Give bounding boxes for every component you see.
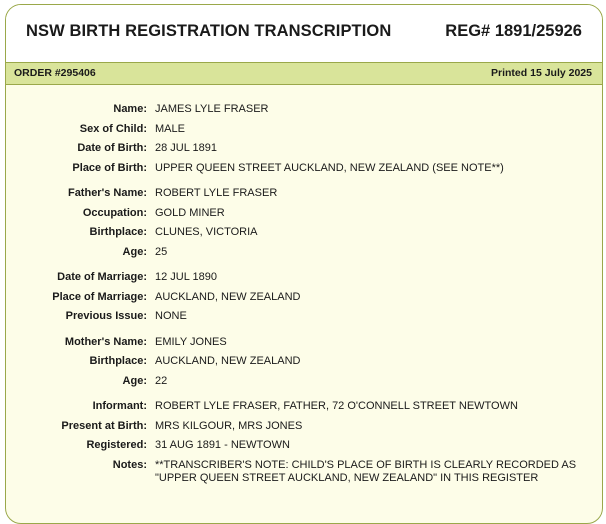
field-row-father-name (6, 187, 602, 207)
field-value: ROBERT LYLE FRASER (155, 187, 278, 199)
field-label: Date of Birth: (77, 142, 147, 154)
field-label: Date of Marriage: (57, 271, 147, 283)
field-label: Name: (113, 103, 147, 115)
field-row-registered (6, 439, 602, 459)
field-value: AUCKLAND, NEW ZEALAND (155, 355, 301, 367)
field-row-name (6, 103, 602, 123)
field-row-occupation (6, 207, 602, 227)
field-row-present-at-birth (6, 420, 602, 440)
field-value: AUCKLAND, NEW ZEALAND (155, 290, 301, 303)
field-row-mother-birthplace (6, 355, 602, 375)
field-label: Father's Name: (67, 187, 147, 199)
field-value: 12 JUL 1890 (155, 271, 217, 283)
field-value: MALE (155, 122, 185, 135)
field-label: Birthplace: (89, 226, 147, 238)
field-row-notes (6, 459, 602, 499)
transcription-card (5, 4, 603, 524)
field-value: UPPER QUEEN STREET AUCKLAND, NEW ZEALAND (SEE NOTE**) (155, 161, 504, 174)
notes-text: **TRANSCRIBER'S NOTE: CHILD'S PLACE OF BIRTH IS CLEARLY RECORDED AS "UPPER QUEEN STREET AUCKLAND, NEW ZEALAND" IN THIS REGISTER (155, 458, 577, 484)
field-value: GOLD MINER (155, 206, 225, 219)
field-value: CLUNES, VICTORIA (155, 226, 258, 238)
field-value: 25 (155, 245, 168, 258)
field-row-mother-age (6, 375, 602, 395)
record-details (6, 85, 602, 499)
field-label: Sex of Child: (79, 122, 147, 135)
field-value: EMILY JONES (155, 335, 227, 348)
order-number: ORDER #295406 (14, 67, 96, 79)
field-value: 22 (155, 374, 168, 387)
field-label: Mother's Name: (64, 335, 147, 348)
field-row-father-age (6, 246, 602, 266)
field-label: Birthplace: (89, 355, 147, 367)
field-label: Present at Birth: (61, 419, 147, 432)
field-row-marriage-place (6, 291, 602, 311)
document-header (6, 5, 602, 62)
registration-number: REG# 1891/25926 (445, 22, 582, 40)
field-row-pob (6, 162, 602, 182)
field-row-sex (6, 123, 602, 143)
field-label: Place of Marriage: (52, 290, 147, 303)
field-row-mother-name (6, 336, 602, 356)
field-row-previous-issue (6, 310, 602, 330)
field-label: Occupation: (82, 206, 147, 219)
field-label: Age: (122, 245, 147, 258)
field-value: 31 AUG 1891 - NEWTOWN (155, 439, 290, 451)
field-label: Previous Issue: (65, 310, 147, 322)
field-row-informant (6, 400, 602, 420)
field-row-dob (6, 142, 602, 162)
document-title: NSW BIRTH REGISTRATION TRANSCRIPTION (26, 22, 392, 40)
field-value: MRS KILGOUR, MRS JONES (155, 419, 303, 432)
field-label: Notes: (112, 458, 147, 471)
field-label: Age: (122, 374, 147, 387)
field-value: 28 JUL 1891 (155, 142, 217, 154)
field-row-father-birthplace (6, 226, 602, 246)
field-row-marriage-date (6, 271, 602, 291)
field-label: Informant: (92, 400, 147, 412)
field-value: ROBERT LYLE FRASER, FATHER, 72 O'CONNELL STREET NEWTOWN (155, 400, 518, 412)
printed-date: Printed 15 July 2025 (491, 67, 592, 79)
order-bar (6, 62, 602, 85)
field-label: Place of Birth: (72, 161, 147, 174)
field-value: NONE (155, 310, 187, 322)
field-value: JAMES LYLE FRASER (155, 103, 269, 115)
field-label: Registered: (86, 439, 147, 451)
